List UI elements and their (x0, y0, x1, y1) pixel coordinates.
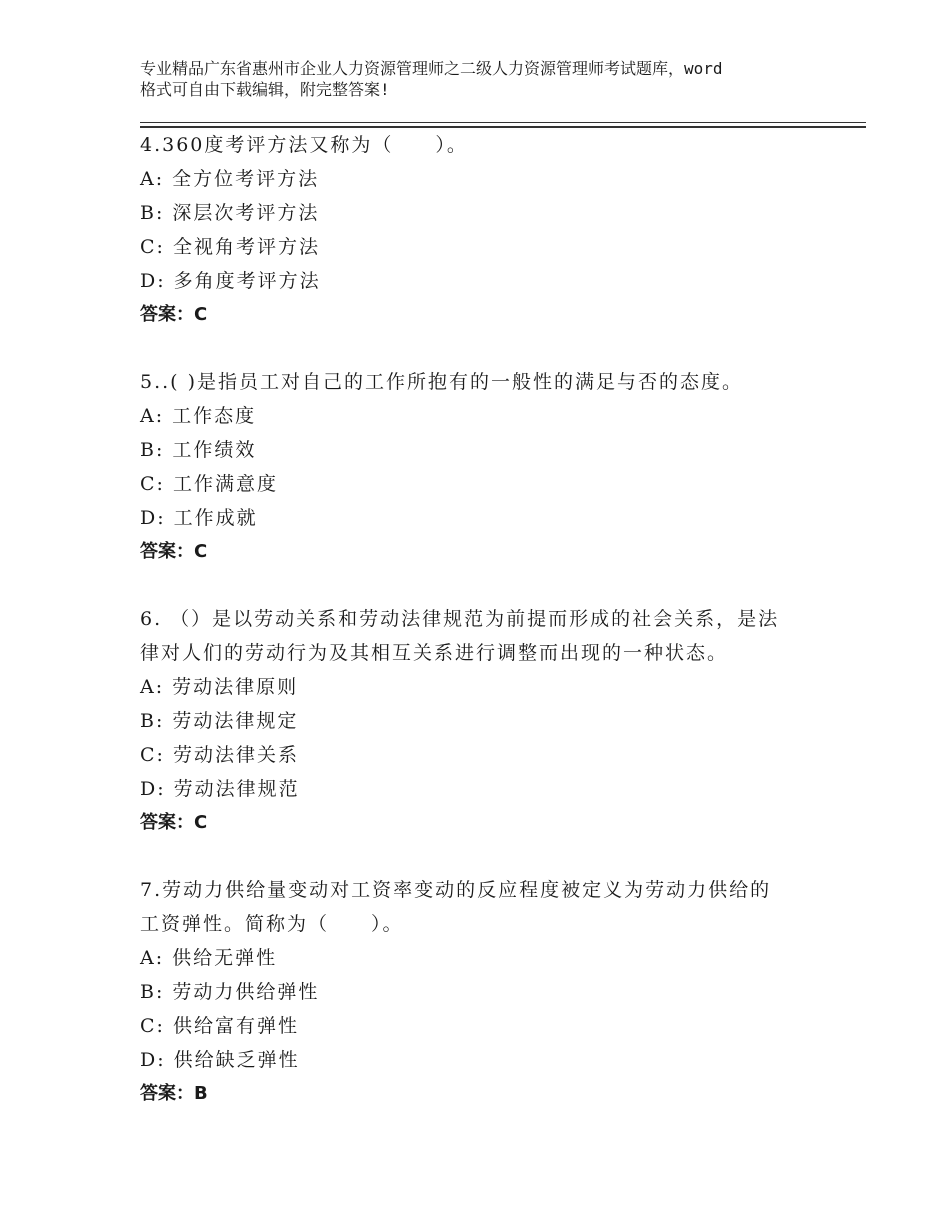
question-stem: 4.360度考评方法又称为（ ）。 (140, 134, 468, 156)
question-6 (140, 602, 840, 840)
question-stem: 7.劳动力供给量变动对工资率变动的反应程度被定义为劳动力供给的 (140, 879, 772, 901)
question-stem-continued: 律对人们的劳动行为及其相互关系进行调整而出现的一种状态。 (140, 642, 729, 664)
question-4 (140, 128, 840, 332)
header-line-1: 专业精品广东省惠州市企业人力资源管理师之二级人力资源管理师考试题库，word (140, 59, 723, 78)
option-a: A: 全方位考评方法 (140, 168, 320, 190)
answer-label: 答案：C (140, 812, 208, 833)
question-stem-continued: 工资弹性。简称为（ ）。 (140, 913, 404, 935)
option-d: D: 多角度考评方法 (140, 270, 321, 292)
option-a: A: 劳动法律原则 (140, 676, 299, 698)
answer-label: 答案：C (140, 304, 208, 325)
option-d: D: 供给缺乏弹性 (140, 1049, 300, 1071)
answer-label: 答案：B (140, 1083, 208, 1104)
option-b: B: 劳动法律规定 (140, 710, 299, 732)
option-b: B: 深层次考评方法 (140, 202, 320, 224)
option-b: B: 劳动力供给弹性 (140, 981, 320, 1003)
question-7 (140, 873, 840, 1111)
option-b: B: 工作绩效 (140, 439, 257, 461)
question-list (140, 128, 840, 1144)
option-c: C: 全视角考评方法 (140, 236, 320, 258)
option-a: A: 工作态度 (140, 405, 257, 427)
question-stem: 6. （）是以劳动关系和劳动法律规范为前提而形成的社会关系，是法 (140, 608, 780, 630)
option-c: C: 工作满意度 (140, 473, 278, 495)
document-header (140, 58, 830, 100)
option-d: D: 工作成就 (140, 507, 258, 529)
header-line-2: 格式可自由下载编辑，附完整答案! (140, 80, 390, 99)
option-d: D: 劳动法律规范 (140, 778, 300, 800)
question-5 (140, 365, 840, 569)
answer-label: 答案：C (140, 541, 208, 562)
header-divider-thin (140, 122, 866, 123)
option-c: C: 供给富有弹性 (140, 1015, 299, 1037)
option-a: A: 供给无弹性 (140, 947, 278, 969)
option-c: C: 劳动法律关系 (140, 744, 299, 766)
question-stem: 5..( )是指员工对自己的工作所抱有的一般性的满足与否的态度。 (140, 371, 744, 393)
